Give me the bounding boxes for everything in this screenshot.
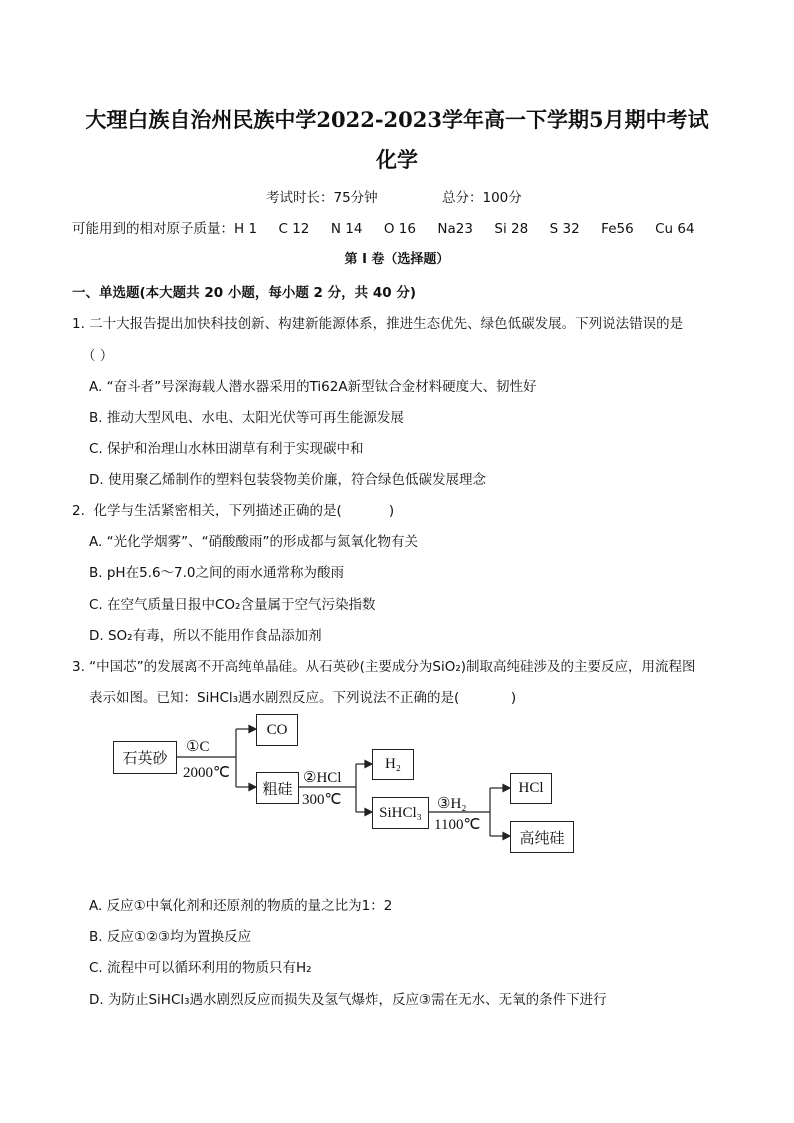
label-step2-temp: 300℃ [302,792,342,808]
exam-time: 考试时长：75分钟 [266,190,378,206]
question-stem: 3. “中国芯”的发展离不开高纯单晶硅。从石英砂(主要成分为SiO₂)制取高纯硅涉及的主要反应，用流程图 [72,659,696,675]
arrow-to-crude-si [249,784,256,791]
box-h2-label: H₂ [384,756,402,772]
box-pure-si [510,821,574,853]
box-sihcl3-label: SiHCl₃ [379,804,422,821]
total-score: 总分：100分 [442,190,522,206]
arrow-to-co [249,726,256,733]
label-step3-reagent: ③H₂ [437,796,467,812]
exam-title: 大理白族自治州民族中学2022-2023学年高一下学期5月期中考试 [85,107,709,132]
arrow-to-sihcl3 [365,809,372,816]
question-stem: 1. 二十大报告提出加快科技创新、构建新能源体系，推进生态优先、绿色低碳发展。下列说法错误的是 [72,316,684,332]
option-d: D. SO₂有毒，所以不能用作食品添加剂 [89,628,322,644]
option-c: C. 在空气质量日报中CO₂含量属于空气污染指数 [89,597,376,613]
label-step2-reagent: ②HCl [303,770,342,786]
label-step1-temp: 2000℃ [183,765,230,781]
box-hcl-label: HCl [518,780,544,796]
arrow-to-h2 [365,761,372,768]
question-stem: 2. 化学与生活紧密相关，下列描述正确的是( ) [72,503,395,519]
section-heading: 一、单选题(本大题共 20 小题，每小题 2 分，共 40 分) [72,285,417,301]
question-stem-continued: 表示如图。已知：SiHCl₃遇水剧烈反应。下列说法不正确的是( ) [89,690,517,706]
subject-title: 化学 [376,147,418,172]
question-stem-continued: （ ） [82,348,114,364]
box-co-label: CO [266,721,288,738]
option-b: B. 反应①②③均为置换反应 [89,929,252,945]
label-step3-temp: 1100℃ [434,817,481,833]
label-step1-reagent: ①C [186,739,210,755]
option-a: A. “光化学烟雾”、“硝酸酸雨”的形成都与氮氧化物有关 [89,534,419,550]
box-quartz-label: 石英砂 [122,751,168,767]
box-quartz [113,741,177,774]
box-crude-si-label: 粗硅 [262,781,293,798]
atomic-masses: 可能用到的相对原子质量：H 1 C 12 N 14 O 16 Na23 Si 28 S 32 Fe56 Cu 64 [72,221,695,237]
box-crude-si [256,772,299,804]
option-b: B. 推动大型风电、水电、太阳光伏等可再生能源发展 [89,410,404,426]
arrow-to-hcl [503,785,510,792]
volume-title: 第 I 卷（选择题） [344,252,450,267]
option-b: B. pH在5.6～7.0之间的雨水通常称为酸雨 [89,565,345,581]
box-sihcl3 [372,797,429,829]
box-hcl [510,773,552,804]
box-pure-si-label: 高纯硅 [519,830,565,847]
option-c: C. 保护和治理山水林田湖草有利于实现碳中和 [89,441,364,457]
option-c: C. 流程中可以循环利用的物质只有H₂ [89,960,312,976]
option-a: A. “奋斗者”号深海载人潜水器采用的Ti62A新型钛合金材料硬度大、韧性好 [89,379,537,395]
option-d: D. 使用聚乙烯制作的塑料包装袋物美价廉，符合绿色低碳发展理念 [89,472,486,488]
box-h2 [372,749,414,780]
arrow-to-pure-si [503,833,510,840]
box-co [256,714,298,746]
option-d: D. 为防止SiHCl₃遇水剧烈反应而损失及氢气爆炸，反应③需在无水、无氧的条件下进行 [89,992,607,1008]
option-a: A. 反应①中氧化剂和还原剂的物质的量之比为1：2 [89,898,393,914]
